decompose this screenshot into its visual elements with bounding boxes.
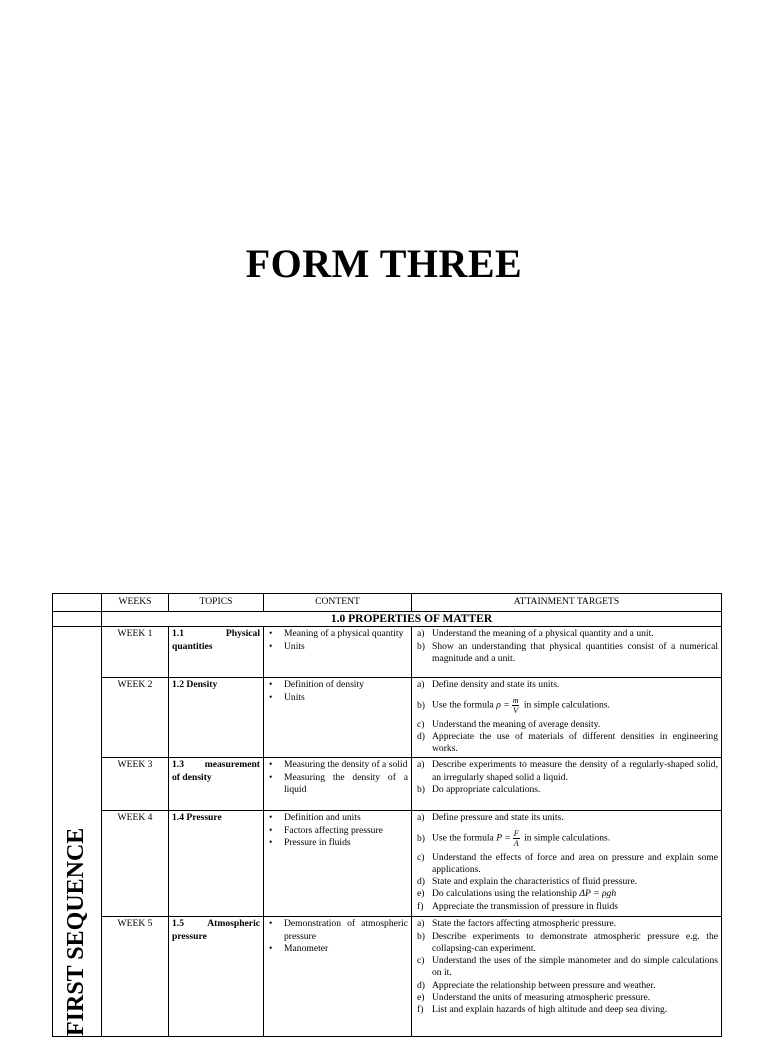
- table-row: [53, 917, 722, 1037]
- topic-number: 1.3: [172, 759, 184, 771]
- sequence-label: FIRST SEQUENCE: [63, 828, 89, 1037]
- target-item: [415, 888, 718, 900]
- target-item: [415, 876, 718, 888]
- target-label: a): [417, 628, 425, 640]
- target-text: Understand the effects of force and area on pressure and explain some applications.: [432, 851, 718, 875]
- targets-cell: [412, 678, 722, 758]
- content-item: • Definition of density: [267, 679, 408, 691]
- target-label: d): [417, 876, 425, 888]
- targets-cell: [412, 917, 722, 1037]
- content-item: • Manometer: [267, 943, 408, 955]
- target-item: [415, 784, 718, 796]
- target-text: Appreciate the use of materials of different densities in engineering works.: [432, 730, 718, 755]
- target-text: Understand the uses of the simple manometer and do simple calculations on it.: [432, 955, 718, 979]
- target-item: [415, 759, 718, 784]
- header-topics: TOPICS: [169, 594, 264, 612]
- fraction-numerator: m: [512, 695, 519, 705]
- target-item: [415, 719, 718, 731]
- target-text: List and explain hazards of high altitude and deep sea diving.: [432, 1004, 668, 1016]
- fraction-denominator: A: [513, 838, 519, 848]
- target-item: [415, 852, 718, 877]
- topic-cell: [169, 758, 264, 811]
- content-item: • Meaning of a physical quantity: [267, 628, 408, 640]
- target-item: [415, 992, 718, 1004]
- page-title: FORM THREE: [245, 241, 523, 286]
- target-text: Do calculations using the relationship: [432, 888, 577, 900]
- section-row: [53, 612, 722, 627]
- content-item: • Factors affecting pressure: [267, 825, 408, 837]
- target-text: State the factors affecting atmospheric pressure.: [432, 918, 617, 930]
- target-label: f): [417, 1004, 424, 1016]
- section-blank: [53, 612, 102, 627]
- header-blank: [53, 594, 102, 612]
- week-cell: WEEK 5: [102, 917, 169, 1037]
- target-label: a): [417, 918, 425, 930]
- topic-title-cont: of density: [172, 771, 212, 783]
- formula-lhs: ρ =: [496, 699, 510, 711]
- targets-cell: [412, 758, 722, 811]
- topic-number: 1.5: [172, 918, 184, 930]
- target-item: [415, 825, 718, 852]
- topic-title-cont: pressure: [172, 930, 207, 942]
- target-item: [415, 812, 718, 824]
- topic-title-cont: quantities: [172, 640, 213, 652]
- week-cell: WEEK 2: [102, 678, 169, 758]
- target-text: Use the formula: [432, 832, 494, 844]
- header-row: [53, 594, 722, 612]
- target-label: b): [417, 783, 425, 795]
- topic-title: Atmospheric: [207, 918, 260, 930]
- topic-cell: 1.2 Density: [169, 678, 264, 758]
- target-item: [415, 692, 718, 719]
- targets-cell: [412, 627, 722, 678]
- target-label: c): [417, 718, 425, 730]
- target-label: c): [417, 955, 425, 967]
- targets-cell: [412, 811, 722, 917]
- content-cell: [264, 811, 412, 917]
- target-item: [415, 1004, 718, 1016]
- target-label: d): [417, 730, 425, 742]
- week-cell: WEEK 3: [102, 758, 169, 811]
- header-content: CONTENT: [264, 594, 412, 612]
- formula-fraction: [513, 829, 520, 848]
- week-cell: WEEK 4: [102, 811, 169, 917]
- target-label: f): [417, 900, 424, 912]
- target-text: Describe experiments to demonstrate atmospheric pressure e.g. the collapsing-can experiment.: [432, 930, 718, 954]
- week-cell: WEEK 1: [102, 627, 169, 678]
- target-item: [415, 679, 718, 691]
- target-label: e): [417, 888, 425, 900]
- target-text: Understand the units of measuring atmospheric pressure.: [432, 992, 651, 1004]
- target-label: b): [417, 832, 425, 844]
- topic-title: Physical: [225, 628, 260, 640]
- target-item: [415, 955, 718, 980]
- target-text: Show an understanding that physical quantities consist of a numerical magnitude and a unit.: [432, 640, 718, 664]
- target-item: [415, 641, 718, 666]
- topic-title: measurement: [204, 759, 260, 771]
- topic-cell: 1.4 Pressure: [169, 811, 264, 917]
- topic-number: 1.1: [172, 628, 184, 640]
- table-row: [53, 758, 722, 811]
- target-label: e): [417, 992, 425, 1004]
- table-row: [53, 678, 722, 758]
- target-text: Define density and state its units.: [432, 679, 560, 691]
- target-label: a): [417, 759, 425, 771]
- target-item: [415, 901, 718, 913]
- target-item: [415, 931, 718, 956]
- content-item: • Demonstration of atmospheric pressure: [267, 918, 408, 943]
- target-label: c): [417, 851, 425, 863]
- content-item: • Definition and units: [267, 812, 408, 824]
- target-text: in simple calculations.: [524, 832, 611, 844]
- content-item: • Units: [267, 692, 408, 704]
- target-text: Understand the meaning of a physical quantity and a unit.: [432, 628, 654, 640]
- content-item: • Pressure in fluids: [267, 837, 408, 849]
- target-text: Do appropriate calculations.: [432, 783, 541, 795]
- target-item: [415, 731, 718, 756]
- target-text: Use the formula: [432, 699, 494, 711]
- content-item: • Measuring the density of a solid: [267, 759, 408, 771]
- content-item: • Units: [267, 641, 408, 653]
- target-item: [415, 628, 718, 640]
- target-text: Appreciate the transmission of pressure in fluids: [432, 900, 618, 912]
- curriculum-table: [52, 593, 722, 1037]
- target-item: [415, 980, 718, 992]
- table-row: [53, 811, 722, 917]
- topic-cell: [169, 627, 264, 678]
- topic-cell: [169, 917, 264, 1037]
- target-label: a): [417, 812, 425, 824]
- formula-lhs: P =: [496, 832, 511, 844]
- content-cell: [264, 678, 412, 758]
- content-cell: [264, 627, 412, 678]
- content-cell: [264, 917, 412, 1037]
- fraction-numerator: F: [513, 828, 519, 838]
- target-label: b): [417, 699, 425, 711]
- section-title: 1.0 PROPERTIES OF MATTER: [102, 612, 722, 627]
- target-label: d): [417, 979, 425, 991]
- header-attainment-targets: ATTAINMENT TARGETS: [412, 594, 722, 612]
- target-item: [415, 918, 718, 930]
- target-text: Understand the meaning of average density.: [432, 718, 601, 730]
- target-text: Appreciate the relationship between pressure and weather.: [432, 979, 656, 991]
- sequence-cell: [53, 627, 102, 1037]
- target-text: Describe experiments to measure the density of a regularly-shaped solid, an irregularly shaped solid a liquid.: [432, 759, 718, 783]
- target-label: a): [417, 679, 425, 691]
- target-label: b): [417, 640, 425, 652]
- header-weeks: WEEKS: [102, 594, 169, 612]
- table-row: [53, 627, 722, 678]
- target-text: in simple calculations.: [523, 699, 610, 711]
- formula: ΔP = ρgh: [579, 888, 617, 900]
- formula-fraction: [512, 696, 520, 715]
- target-text: State and explain the characteristics of fluid pressure.: [432, 876, 638, 888]
- content-item: • Measuring the density of a liquid: [267, 772, 408, 797]
- target-label: b): [417, 930, 425, 942]
- fraction-denominator: V: [513, 705, 519, 715]
- content-cell: [264, 758, 412, 811]
- target-text: Define pressure and state its units.: [432, 812, 564, 824]
